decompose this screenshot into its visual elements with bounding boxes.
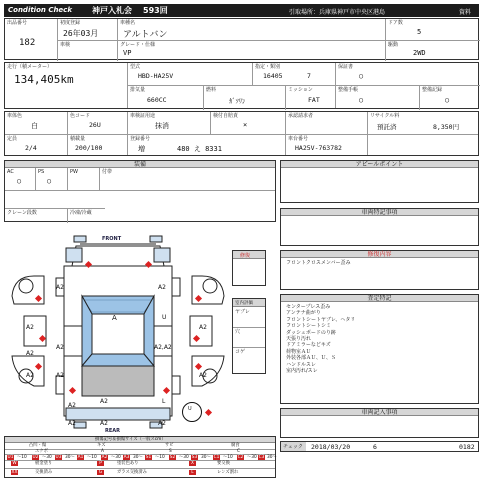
- color-value: 白: [31, 122, 38, 130]
- record-label: 整備記録: [422, 87, 443, 93]
- legend-cell: 〜10: [223, 455, 233, 460]
- fuel-value: ｶﾞｿﾘﾝ: [229, 97, 246, 105]
- legend-cell: S: [169, 449, 172, 454]
- note-line: アンテナ曲がり: [286, 310, 321, 317]
- repair-title: 修復内容: [367, 251, 392, 258]
- front-label: FRONT: [102, 236, 122, 242]
- pickup-location: 引取場所：兵庫県神戸市中央区港島: [289, 9, 386, 16]
- legend-cell: 〜30: [111, 455, 121, 460]
- warranty-label: 保証書: [338, 64, 354, 70]
- note-line: ダッシュボードのり跡: [286, 329, 336, 336]
- legend-code: G: [98, 470, 103, 475]
- interior-row: コゲ: [235, 349, 246, 355]
- legend-cell: 板金塗り: [35, 461, 53, 466]
- logo-text: Condition Check: [8, 6, 72, 14]
- vehicle-info-low: [4, 111, 479, 156]
- first-reg-value: 26年03月: [63, 29, 99, 38]
- damage-mark: A2: [56, 344, 64, 351]
- legend-title: 損傷記号＆損傷サイズ（一般スcm）: [95, 437, 166, 442]
- legend-cell: 交換済み: [35, 470, 53, 475]
- legend-code: U2: [32, 455, 39, 460]
- capacity-value: 2/4: [25, 144, 37, 152]
- note-line: ドアミラーなどキズ: [286, 342, 331, 349]
- legend-code: U1: [7, 455, 14, 460]
- drive-label: 駆動: [388, 42, 399, 48]
- legend-cell: 〜10: [87, 455, 97, 460]
- usage-label: 車検証用途: [130, 113, 156, 119]
- legend-cell: C: [237, 449, 241, 454]
- repair-mark-label: 修復: [240, 253, 251, 259]
- damage-mark: A2: [100, 420, 108, 427]
- note-line: 室内汚れ/スレ: [286, 368, 318, 375]
- type-label: 型式: [130, 64, 141, 70]
- check-row: [280, 441, 479, 452]
- interior-row: ヤブレ: [235, 309, 250, 315]
- legend-code: S3: [191, 455, 198, 460]
- color-label: 車体色: [7, 113, 23, 119]
- recycle-label: リサイクル料: [370, 113, 400, 119]
- odometer-value: 134,405km: [14, 73, 74, 86]
- self-label: 検付自賠責: [213, 113, 239, 119]
- header-bar: [4, 4, 479, 17]
- legend-cell: 塗装色あり: [117, 461, 139, 466]
- interior-row: 穴: [235, 329, 241, 335]
- fuel-label: 燃料: [206, 87, 217, 93]
- rear-circle-mark: U: [188, 406, 192, 412]
- equip-ps-mark: ○: [47, 177, 52, 185]
- legend-cell: 〜30: [179, 455, 189, 460]
- legend-group: キズ: [97, 443, 106, 448]
- note-line: フロントシートヤブレ、ヘタリ: [286, 316, 356, 323]
- type-value: HBD-HA25V: [138, 72, 174, 80]
- legend-code: W: [12, 461, 17, 466]
- first-reg-label: 初度登録: [60, 20, 81, 26]
- exhibit-label: 出品番号: [7, 20, 28, 26]
- note-line: 天張り汚れ: [286, 336, 312, 343]
- self-value: ×: [243, 121, 248, 129]
- grade-value: VP: [123, 49, 132, 57]
- venue-title: 神戸入札会: [92, 6, 132, 15]
- recycle-amount: 8,350円: [433, 123, 460, 131]
- chassis-value: HA25V-763782: [295, 144, 342, 152]
- rear-label: REAR: [105, 428, 120, 434]
- special-notes-box: [280, 208, 479, 246]
- legend-cell: 30〜: [65, 455, 75, 460]
- legend-cell: 〜10: [155, 455, 165, 460]
- category-value-1: 16405: [263, 72, 283, 80]
- document-tag: 資料: [459, 9, 472, 16]
- model-name-label: 車種名: [120, 20, 136, 26]
- note-line: センタープレス歪み: [286, 304, 331, 310]
- displacement-label: 排気量: [130, 87, 146, 93]
- legend-cell: 〜30: [247, 455, 257, 460]
- equip-col-pw: PW: [70, 169, 78, 175]
- legend-code: P: [97, 461, 104, 466]
- legend-code: C1: [213, 455, 220, 460]
- repair-text: フロントクロスメンバー歪み: [286, 260, 351, 266]
- legend-code: A3: [123, 455, 130, 460]
- legend-cell: 30〜: [267, 455, 277, 460]
- legend-cell: 〜30: [42, 455, 52, 460]
- plate-number: 480 え 8331: [177, 145, 222, 153]
- grade-label: グレード・仕様: [120, 42, 156, 48]
- equipment-title: 装備: [133, 161, 146, 168]
- damage-mark: A2: [158, 284, 166, 291]
- rear-circle-icon: [182, 402, 202, 422]
- legend-code: X: [189, 461, 196, 466]
- doors-value: 5: [417, 28, 422, 36]
- odometer-label: 走行（積メーター）: [7, 64, 53, 70]
- damage-mark: A2: [199, 324, 207, 331]
- note-line: 荷物室ＡＵ: [286, 348, 312, 355]
- interior-title: 室内評価: [235, 301, 253, 306]
- legend-cell: エクボ: [35, 449, 48, 454]
- equip-col-ps: PS: [38, 169, 45, 175]
- legend-code: XX: [11, 470, 18, 475]
- legend-code: S1: [145, 455, 152, 460]
- drive-value: 2WD: [413, 49, 426, 57]
- legend-code: A1: [77, 455, 84, 460]
- load-value: 200/100: [75, 144, 103, 152]
- damage-mark: A2: [199, 372, 207, 379]
- plate-area: 増: [138, 145, 145, 153]
- car-diagram: [4, 226, 276, 434]
- usage-value: 抹消: [155, 122, 169, 130]
- freezer-label: 冷凍/冷蔵: [70, 210, 92, 216]
- damage-mark: A2: [100, 398, 108, 405]
- special-title: 車両特記事項: [361, 209, 398, 216]
- colorcode-value: 26U: [89, 121, 101, 129]
- note-line: フロントシートシミ: [286, 323, 332, 330]
- damage-mark: A2: [68, 402, 76, 409]
- legend-cell: ガラス交換済み: [117, 470, 147, 475]
- inspection-notes-box: [280, 294, 479, 404]
- round-number: 593回: [143, 6, 168, 15]
- mission-label: ミッション: [288, 87, 313, 93]
- equip-col-extra: 付帯: [102, 169, 113, 175]
- appeal-title: アピールポイント: [355, 161, 404, 168]
- vehicle-notes-title: 車両記入事項: [361, 409, 398, 416]
- legend-cell: 〜10: [17, 455, 27, 460]
- doors-label: ドア数: [388, 20, 403, 26]
- damage-mark: L: [162, 398, 166, 405]
- legend-cell: 30〜: [201, 455, 211, 460]
- usage-mark: U: [162, 314, 167, 321]
- category-label: 指定・類別: [255, 64, 281, 70]
- equipment-box: [4, 160, 276, 222]
- legend-code: U3: [55, 455, 62, 460]
- legend-group: 腐食: [231, 443, 240, 448]
- repair-mark-box: [232, 250, 266, 286]
- damage-mark: A2: [26, 324, 34, 331]
- vehicle-notes-box: [280, 408, 479, 438]
- chassis-label: 車台番号: [288, 136, 309, 142]
- damage-mark: A2: [56, 372, 64, 379]
- legend-box: [4, 436, 276, 478]
- recycle-method: 預託済: [377, 123, 397, 131]
- equip-ac-mark: ○: [17, 177, 22, 185]
- inspection-notes-title: 査定特記: [367, 295, 392, 302]
- exhibit-number: 182: [19, 38, 36, 48]
- legend-cell: 要交換: [217, 461, 230, 466]
- legend-cell: レンズ割れ: [217, 470, 239, 475]
- legend-code: C2: [237, 455, 244, 460]
- extra-mark: A2: [26, 350, 34, 357]
- capacity-label: 定員: [7, 136, 18, 142]
- vehicle-info-top: [4, 18, 479, 60]
- damage-mark: A2: [158, 420, 166, 427]
- check-date: 2018/03/20: [311, 443, 351, 451]
- colorcode-label: 色コード: [70, 113, 91, 119]
- check-label: チェック: [283, 444, 303, 450]
- load-label: 積載量: [70, 136, 86, 142]
- category-value-2: 7: [307, 72, 311, 80]
- damage-mark: A: [112, 314, 117, 322]
- interior-box: [232, 298, 266, 374]
- vehicle-info-mid: [4, 62, 479, 109]
- legend-code: A2: [101, 455, 108, 460]
- note-line: ハンドルスレ: [286, 361, 316, 368]
- legend-code: C3: [258, 455, 265, 460]
- record-mark: ○: [445, 96, 450, 104]
- damage-mark: A2: [68, 420, 76, 427]
- legend-cell: 30〜: [133, 455, 143, 460]
- damage-mark: A2,A2: [154, 344, 172, 351]
- legend-code: S2: [169, 455, 176, 460]
- crane-label: クレーン段数: [7, 210, 37, 216]
- legend-group: 凸凹・傷: [29, 443, 47, 448]
- note-line: 外装各部ＡＵ、Ｕ、Ｓ: [286, 355, 337, 362]
- manual-label: 整備手帳: [338, 87, 359, 93]
- transfer-label: 承認請求者: [288, 113, 314, 119]
- warranty-mark: ○: [359, 72, 364, 80]
- plate-label: 登録番号: [130, 136, 151, 142]
- appeal-box: [280, 160, 479, 203]
- legend-cell: A: [101, 449, 104, 454]
- legend-group: サビ: [165, 443, 174, 448]
- damage-mark: A2: [56, 284, 64, 291]
- mission-value: FAT: [308, 96, 320, 104]
- model-name-value: アルトバン: [123, 30, 168, 40]
- damage-mark: A2: [26, 372, 34, 379]
- repair-box: [280, 250, 479, 290]
- inspection-label: 車検: [60, 42, 71, 48]
- check-code: 0182: [459, 443, 475, 451]
- manual-mark: ○: [359, 96, 364, 104]
- check-num: 6: [373, 443, 377, 451]
- displacement-value: 660CC: [147, 96, 167, 104]
- equip-col-ac: AC: [7, 169, 14, 175]
- legend-code: L: [189, 470, 196, 475]
